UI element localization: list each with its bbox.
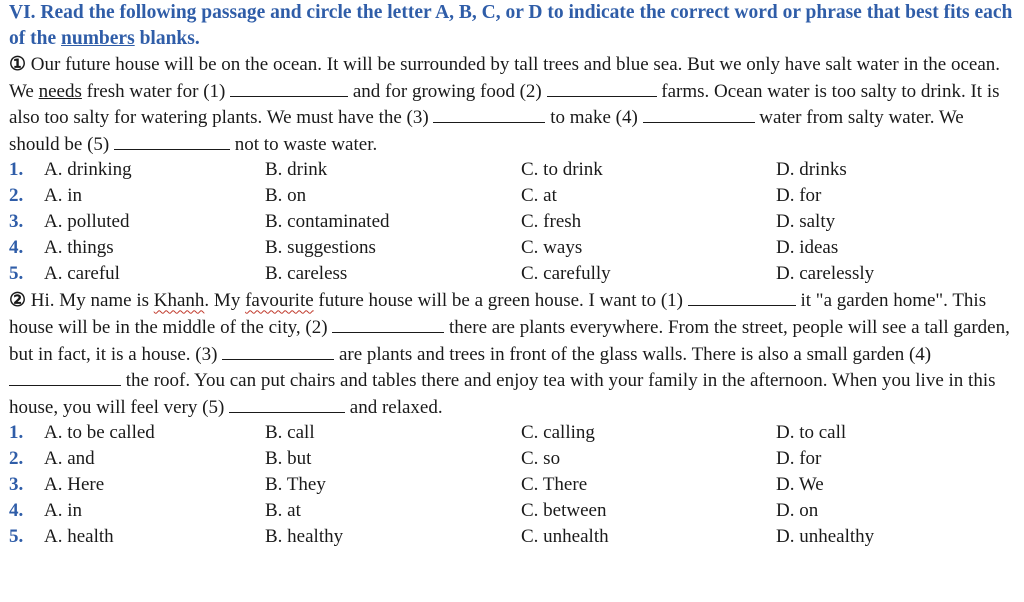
question-row <box>9 261 1015 287</box>
question-row <box>9 157 1015 183</box>
name-word: Khanh <box>153 290 205 312</box>
option-d[interactable]: D. salty <box>776 211 836 233</box>
question-number: 3. <box>9 211 24 233</box>
option-b[interactable]: B. call <box>265 422 315 444</box>
question-number: 4. <box>9 500 24 522</box>
option-a[interactable]: A. and <box>44 448 95 470</box>
option-a[interactable]: A. Here <box>44 474 105 496</box>
option-c[interactable]: C. calling <box>521 422 595 444</box>
question-row <box>9 420 1015 446</box>
option-b[interactable]: B. at <box>265 500 301 522</box>
option-b[interactable]: B. healthy <box>265 526 344 548</box>
option-c[interactable]: C. at <box>521 185 557 207</box>
question-number: 1. <box>9 422 24 444</box>
blank-5[interactable] <box>229 394 345 413</box>
title-underlined-word: numbers <box>61 28 135 49</box>
passage-2-marker: ② <box>9 290 27 312</box>
question-row <box>9 524 1015 550</box>
passage-2-text: the roof. You can put chairs and tables there and enjoy tea with your family in the afternoon. When you live in this house, you will feel very (5) <box>9 370 996 418</box>
option-b[interactable]: B. They <box>265 474 326 496</box>
option-b[interactable]: B. suggestions <box>265 237 376 259</box>
blank-3[interactable] <box>433 104 545 123</box>
option-d[interactable]: D. to call <box>776 422 847 444</box>
passage-1-text: farms. Ocean water is too salty to drink. It is also too salty for watering plants. We must have the (3) <box>9 80 1000 129</box>
title-text-end: blanks. <box>134 28 200 49</box>
favourite-word: favourite <box>245 290 314 312</box>
passage-2-text: Hi. My name is <box>26 290 154 312</box>
blank-1[interactable] <box>230 78 348 97</box>
option-b[interactable]: B. on <box>265 185 307 207</box>
blank-2[interactable] <box>547 78 657 97</box>
option-a[interactable]: A. in <box>44 500 82 522</box>
passage-2-text: future house will be a green house. I want to (1) <box>313 290 688 312</box>
option-c[interactable]: C. between <box>521 500 607 522</box>
option-d[interactable]: D. We <box>776 474 824 496</box>
question-row <box>9 235 1015 261</box>
blank-3[interactable] <box>222 341 334 360</box>
question-number: 2. <box>9 185 24 207</box>
question-list-2 <box>9 420 1015 550</box>
passage-2-text: there are plants everywhere. From the street, people will see a tall garden, but in fact, it is a house. (3) <box>9 316 1010 365</box>
option-d[interactable]: D. for <box>776 185 822 207</box>
option-c[interactable]: C. There <box>521 474 588 496</box>
blank-1[interactable] <box>688 287 796 306</box>
passage-1 <box>9 52 1015 157</box>
title-text: VI. Read the following passage and circle the letter A, B, C, or D to indicate the correct word or phrase that best fits each of the <box>9 2 1013 49</box>
option-b[interactable]: B. careless <box>265 263 348 285</box>
option-c[interactable]: C. to drink <box>521 159 603 181</box>
question-number: 2. <box>9 448 24 470</box>
question-row <box>9 209 1015 235</box>
question-list-1 <box>9 157 1015 287</box>
blank-4[interactable] <box>643 104 755 123</box>
option-d[interactable]: D. ideas <box>776 237 839 259</box>
option-a[interactable]: A. drinking <box>44 159 132 181</box>
passage-1-text: to make (4) <box>545 107 643 129</box>
option-a[interactable]: A. things <box>44 237 114 259</box>
option-c[interactable]: C. unhealth <box>521 526 609 548</box>
option-c[interactable]: C. so <box>521 448 561 470</box>
passage-2 <box>9 287 1015 420</box>
option-a[interactable]: A. careful <box>44 263 120 285</box>
passage-2-text: are plants and trees in front of the glass walls. There is also a small garden (4) <box>334 343 932 365</box>
exercise-sheet <box>9 0 1015 550</box>
passage-2-text: and relaxed. <box>345 396 443 418</box>
option-c[interactable]: C. carefully <box>521 263 611 285</box>
question-row <box>9 498 1015 524</box>
option-b[interactable]: B. drink <box>265 159 328 181</box>
question-number: 5. <box>9 263 24 285</box>
option-c[interactable]: C. ways <box>521 237 583 259</box>
passage-2-text: . My <box>204 290 246 312</box>
option-a[interactable]: A. in <box>44 185 82 207</box>
question-row <box>9 472 1015 498</box>
passage-1-text: not to waste water. <box>230 133 378 155</box>
option-d[interactable]: D. drinks <box>776 159 847 181</box>
passage-1-text: water from salty water. We should be (5) <box>9 107 964 155</box>
passage-1-marker: ① <box>9 54 27 75</box>
passage-1-text: and for growing food (2) <box>348 80 547 102</box>
question-number: 5. <box>9 526 24 548</box>
question-number: 1. <box>9 159 24 181</box>
option-b[interactable]: B. contaminated <box>265 211 390 233</box>
question-row <box>9 183 1015 209</box>
exercise-title <box>9 0 1015 52</box>
question-row <box>9 446 1015 472</box>
option-a[interactable]: A. to be called <box>44 422 155 444</box>
option-d[interactable]: D. carelessly <box>776 263 875 285</box>
blank-5[interactable] <box>114 131 230 150</box>
option-c[interactable]: C. fresh <box>521 211 582 233</box>
option-d[interactable]: D. on <box>776 500 819 522</box>
passage-1-text: fresh water for (1) <box>81 80 231 102</box>
blank-2[interactable] <box>332 314 444 333</box>
question-number: 4. <box>9 237 24 259</box>
option-a[interactable]: A. health <box>44 526 114 548</box>
blank-4[interactable] <box>9 367 121 386</box>
passage-2-text: it "a garden home". This house will be in the middle of the city, (2) <box>9 290 987 338</box>
option-d[interactable]: D. unhealthy <box>776 526 875 548</box>
question-number: 3. <box>9 474 24 496</box>
option-d[interactable]: D. for <box>776 448 822 470</box>
underlined-error-word: needs <box>38 80 82 102</box>
option-a[interactable]: A. polluted <box>44 211 130 233</box>
option-b[interactable]: B. but <box>265 448 312 470</box>
passage-1-text: Our future house will be on the ocean. It will be surrounded by tall trees and blue sea. But we only have salt water in the ocean. We <box>9 54 1001 102</box>
